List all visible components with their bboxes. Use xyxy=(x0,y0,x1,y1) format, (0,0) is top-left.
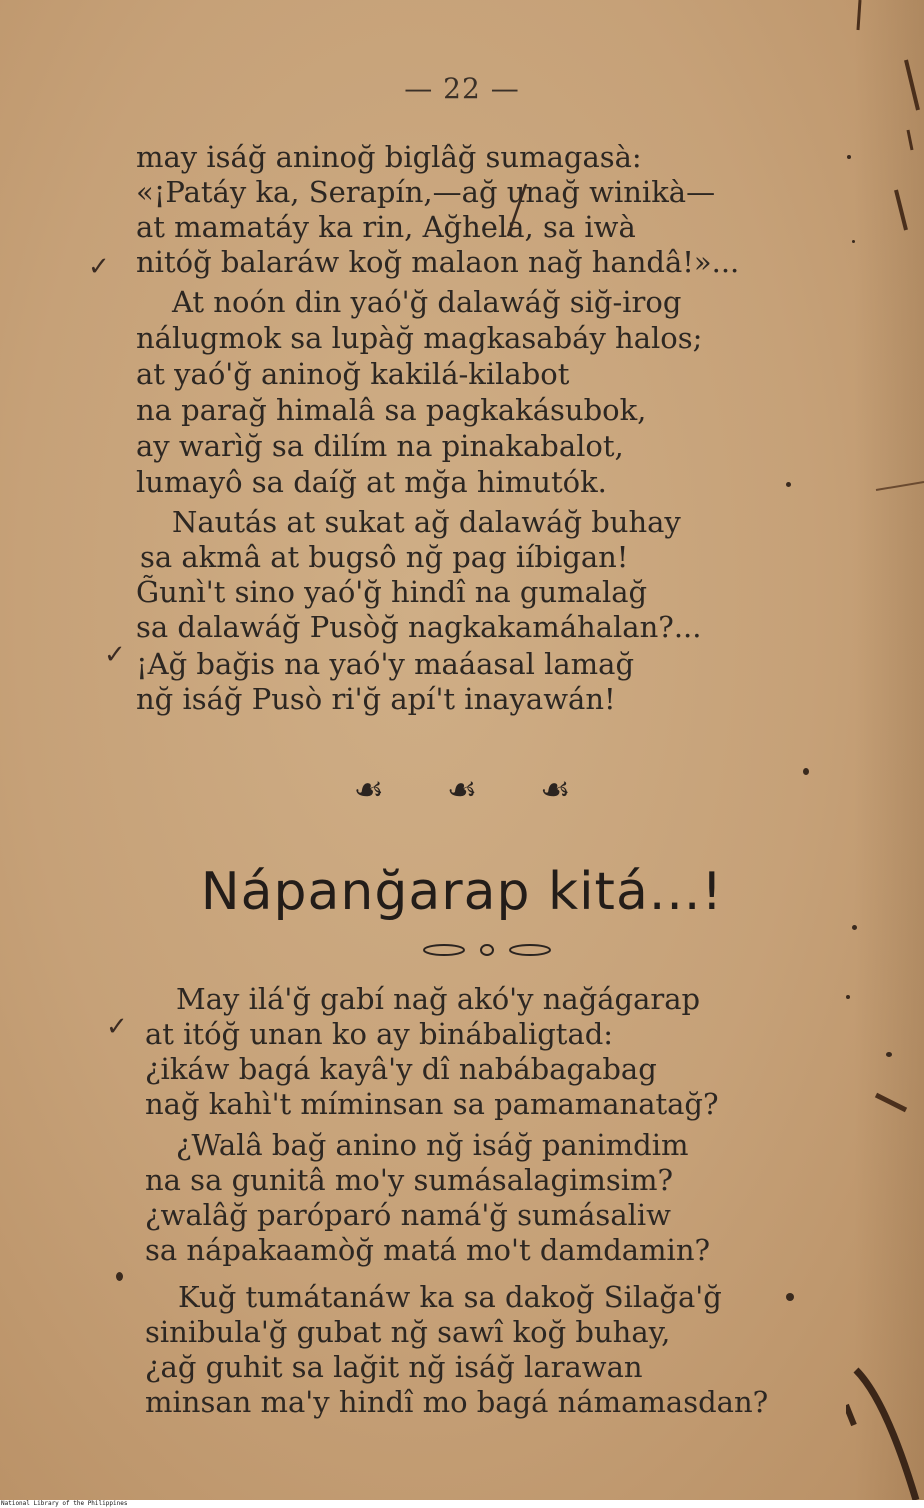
stanza-line: ¿ağ guhit sa lağit nğ isáğ larawan xyxy=(145,1350,643,1384)
title-flourish-icon xyxy=(422,940,552,960)
stanza-line: G̃unì't sino yaó'ğ hindî na gumalağ xyxy=(136,575,648,609)
stanza-line: «¡Patáy ka, Serapín,—ağ unağ winikà— xyxy=(136,175,716,209)
stanza-line: sa dalawáğ Pusòğ nagkakamáhalan?... xyxy=(136,610,702,644)
margin-check-icon: ✓ xyxy=(104,640,126,670)
stanza-line: at yaó'ğ aninoğ kakilá-kilabot xyxy=(136,357,570,391)
paper-speck xyxy=(786,1293,794,1301)
paper-speck xyxy=(786,482,791,487)
stanza-line: sa akmâ at bugsô nğ pag iíbigan! xyxy=(140,540,629,574)
stanza-line: ¿ikáw bagá kayâ'y dî nabábagabag xyxy=(145,1052,657,1086)
stanza-line: nğ isáğ Pusò ri'ğ apí't inayawán! xyxy=(136,682,616,716)
stanza-line: nitóğ balaráw koğ malaon nağ handâ!»... xyxy=(136,245,740,279)
stanza-line: May ilá'ğ gabí nağ akó'y nağágarap xyxy=(176,982,701,1016)
paper-speck xyxy=(116,1272,123,1281)
stanza-line: may isáğ aninoğ biglâğ sumagasà: xyxy=(136,140,642,174)
stanza-line: sinibula'ğ gubat nğ sawî koğ buhay, xyxy=(145,1315,671,1349)
stanza-line: ¿Walâ bağ anino nğ isáğ panimdim xyxy=(176,1128,689,1162)
pencil-strike-icon xyxy=(500,180,530,240)
fleuron-icon: ☙ xyxy=(446,770,478,810)
stanza-line: Kuğ tumátanáw ka sa dakoğ Silağa'ğ xyxy=(178,1280,722,1314)
stanza-line: at mamatáy ka rin, Ağhela, sa iwà xyxy=(136,210,636,244)
stanza-line: na parağ himalâ sa pagkakásubok, xyxy=(136,393,647,427)
stanza-line: ¿walâğ paróparó namá'ğ sumásaliw xyxy=(145,1198,671,1232)
stanza-line: ay warìğ sa dilím na pinakabalot, xyxy=(136,429,624,463)
stanza-line: nálugmok sa lupàğ magkasabáy halos; xyxy=(136,321,703,355)
margin-check-icon: ✓ xyxy=(106,1012,128,1042)
stanza-line: Nautás at sukat ağ dalawáğ buhay xyxy=(172,505,681,539)
stanza-line: sa nápakaamòğ matá mo't damdamin? xyxy=(145,1233,711,1267)
stanza-line: nağ kahì't míminsan sa pamamanatağ? xyxy=(145,1087,719,1121)
torn-edge-marks xyxy=(846,0,924,1500)
fleuron-icon: ☙ xyxy=(540,770,571,810)
paper-speck xyxy=(803,768,809,775)
stanza-line: minsan ma'y hindî mo bagá námamasdan? xyxy=(145,1385,769,1419)
stanza-line: lumayô sa daíğ at mğa himutók. xyxy=(136,465,607,499)
stanza-line: At noón din yaó'ğ dalawáğ siğ-irog xyxy=(172,285,682,319)
stanza-line: at itóğ unan ko ay binábaligtad: xyxy=(145,1017,614,1051)
fleuron-icon: ☙ xyxy=(353,770,384,810)
page-number: — 22 — xyxy=(404,72,520,105)
stanza-line: ¡Ağ bağis na yaó'y maáasal lamağ xyxy=(136,647,635,681)
stanza-line: na sa gunitâ mo'y sumásalagimsim? xyxy=(145,1163,674,1197)
margin-check-icon: ✓ xyxy=(88,252,110,282)
ornament-divider xyxy=(0,770,924,810)
poem-title: Nápanğarap kitá...! xyxy=(200,862,724,922)
footer-credit: National Library of the Philippines xyxy=(0,1500,924,1508)
